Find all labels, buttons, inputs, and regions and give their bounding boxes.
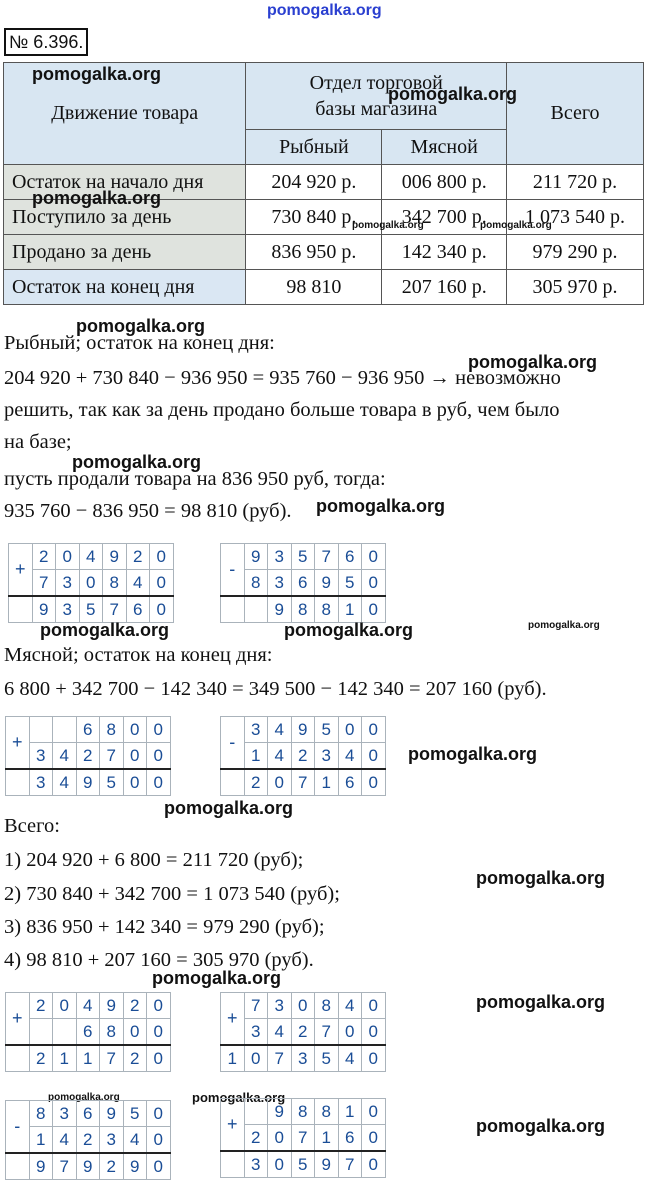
calc-digit: 0: [123, 717, 147, 743]
cell-fish: 836 950 р.: [246, 235, 382, 270]
calc-digit: 2: [244, 769, 268, 796]
calc-row: [6, 1019, 171, 1046]
calc-digit: 0: [362, 769, 386, 796]
column-calc-total-1: [5, 992, 171, 1072]
watermark: pomogalka.org: [316, 496, 446, 516]
calc-digit: 0: [147, 1101, 171, 1127]
calc-digit: 5: [315, 717, 339, 743]
calc-digit: 9: [76, 769, 100, 796]
calc-digit: 0: [150, 570, 174, 597]
calc-digit: 0: [362, 743, 386, 770]
calc-digit: 2: [100, 1153, 124, 1180]
calc-digit: 0: [268, 1151, 292, 1178]
total-step-2: 2) 730 840 + 342 700 = 1 073 540 (руб);: [4, 883, 340, 905]
cell-meat: 342 700 р.: [382, 200, 507, 235]
calc-digit: 9: [244, 544, 268, 570]
column-calc-meat-diff: [220, 716, 386, 796]
calc-digit: 0: [147, 1153, 171, 1180]
calc-row: [6, 1127, 171, 1154]
calc-digit: 3: [268, 570, 292, 597]
calc-row: [6, 717, 171, 743]
calc-digit: 0: [362, 1125, 386, 1152]
total-step-3: 3) 836 950 + 142 340 = 979 290 (руб);: [4, 916, 325, 938]
calc-digit: 0: [147, 717, 171, 743]
header-meat: Мясной: [382, 130, 507, 165]
calc-digit: 0: [362, 1019, 386, 1046]
watermark: pomogalka.org: [48, 1092, 120, 1103]
calc-digit: 5: [315, 1045, 339, 1072]
cell-total: 211 720 р.: [507, 165, 644, 200]
calc-digit: [9, 596, 33, 623]
calc-digit: 0: [147, 743, 171, 770]
watermark: pomogalka.org: [32, 64, 162, 84]
header-department: Отдел торговой базы магазина: [246, 63, 507, 130]
calc-digit: 7: [315, 1019, 339, 1046]
meat-equation: 6 800 + 342 700 − 142 340 = 349 500 − 142 340 = 207 160 (руб).: [4, 678, 547, 700]
cell-total: 1 073 540 р.: [507, 200, 644, 235]
calc-digit: 5: [123, 1101, 147, 1127]
calc-digit: 0: [147, 993, 171, 1019]
calc-digit: 7: [315, 544, 339, 570]
calc-digit: 6: [338, 769, 362, 796]
calc-row: [221, 1045, 386, 1072]
calc-digit: 1: [315, 1125, 339, 1152]
fish-equation-1b: решить, так как за день продано больше товара в руб, чем было: [4, 399, 560, 421]
calc-digit: 0: [362, 544, 386, 570]
calc-digit: 2: [291, 1019, 315, 1046]
calc-digit: 4: [268, 717, 292, 743]
calc-row: [221, 596, 386, 623]
fish-heading: Рыбный; остаток на конец дня:: [4, 332, 275, 354]
calc-digit: 0: [123, 743, 147, 770]
calc-digit: [221, 769, 245, 796]
calc-digit: 0: [291, 993, 315, 1019]
row-label: Продано за день: [4, 235, 246, 270]
calc-digit: 6: [338, 544, 362, 570]
calc-digit: 8: [315, 596, 339, 623]
table-row: [4, 270, 644, 305]
calc-row: [221, 570, 386, 597]
calc-digit: 0: [123, 1019, 147, 1046]
calc-digit: 8: [100, 1019, 124, 1046]
calc-digit: 7: [291, 769, 315, 796]
data-table: [3, 62, 644, 305]
calc-digit: 4: [268, 1019, 292, 1046]
meat-heading: Мясной; остаток на конец дня:: [4, 644, 273, 666]
calc-digit: 2: [32, 544, 56, 570]
watermark: pomogalka.org: [164, 798, 294, 818]
calc-digit: 4: [53, 743, 77, 770]
calc-digit: 9: [123, 1153, 147, 1180]
calc-digit: 6: [76, 1019, 100, 1046]
calc-digit: 4: [338, 993, 362, 1019]
calc-digit: 9: [315, 1151, 339, 1178]
fish-equation-2: 935 760 − 836 950 = 98 810 (руб).: [4, 500, 292, 522]
calc-digit: [6, 769, 30, 796]
row-label: Остаток на начало дня: [4, 165, 246, 200]
total-heading: Всего:: [4, 815, 60, 837]
calc-digit: 3: [268, 993, 292, 1019]
watermark: pomogalka.org: [76, 316, 206, 336]
calc-digit: 4: [338, 743, 362, 770]
calc-digit: 9: [100, 1101, 124, 1127]
row-label: Остаток на конец дня: [4, 270, 246, 305]
calc-digit: 7: [103, 596, 127, 623]
cell-fish: 98 810: [246, 270, 382, 305]
calc-digit: 0: [362, 1151, 386, 1178]
calc-digit: 4: [53, 769, 77, 796]
calc-digit: 2: [76, 743, 100, 770]
calc-digit: 0: [150, 544, 174, 570]
calc-digit: 2: [123, 993, 147, 1019]
watermark: pomogalka.org: [152, 968, 282, 988]
calc-digit: 0: [362, 570, 386, 597]
calc-digit: 9: [29, 1153, 53, 1180]
calc-operator: +: [9, 544, 33, 597]
calc-digit: 0: [362, 596, 386, 623]
calc-digit: 8: [244, 570, 268, 597]
calc-digit: 4: [76, 993, 100, 1019]
calc-digit: 0: [268, 769, 292, 796]
header-fish: Рыбный: [246, 130, 382, 165]
watermark: pomogalka.org: [352, 220, 424, 231]
calc-operator: -: [221, 544, 245, 597]
watermark: pomogalka.org: [388, 84, 518, 104]
watermark: pomogalka.org: [284, 620, 414, 640]
total-step-1: 1) 204 920 + 6 800 = 211 720 (руб);: [4, 849, 304, 871]
calc-row: [221, 743, 386, 770]
calc-digit: 4: [79, 544, 103, 570]
calc-row: [9, 570, 174, 597]
cell-fish: 204 920 р.: [246, 165, 382, 200]
column-calc-fish-diff: [220, 543, 386, 623]
calc-digit: 0: [362, 993, 386, 1019]
calc-digit: 6: [76, 717, 100, 743]
calc-digit: 4: [123, 1127, 147, 1154]
calc-row: [6, 743, 171, 770]
calc-digit: 3: [315, 743, 339, 770]
calc-digit: 1: [221, 1045, 245, 1072]
calc-digit: 4: [268, 743, 292, 770]
calc-digit: 8: [100, 717, 124, 743]
header-total: Всего: [507, 63, 644, 165]
calc-digit: [6, 1153, 30, 1180]
calc-digit: 6: [76, 1101, 100, 1127]
calc-row: [221, 1125, 386, 1152]
calc-digit: 5: [291, 544, 315, 570]
calc-digit: 4: [126, 570, 150, 597]
column-calc-total-4: [220, 1098, 386, 1178]
calc-digit: 8: [103, 570, 127, 597]
calc-row: [6, 993, 171, 1019]
fish-equation-1: 204 920 + 730 840 − 936 950 = 935 760 − 936 950 → невозможно: [4, 367, 561, 389]
calc-digit: 7: [268, 1045, 292, 1072]
calc-row: [221, 769, 386, 796]
calc-digit: 9: [76, 1153, 100, 1180]
calc-digit: 0: [150, 596, 174, 623]
watermark: pomogalka.org: [476, 1116, 606, 1136]
calc-row: [6, 1045, 171, 1072]
calc-digit: 8: [315, 993, 339, 1019]
watermark: pomogalka.org: [480, 220, 552, 231]
watermark: pomogalka.org: [476, 868, 606, 888]
calc-digit: 9: [268, 1099, 292, 1125]
calc-digit: 5: [79, 596, 103, 623]
calc-digit: 9: [291, 717, 315, 743]
watermark: pomogalka.org: [192, 1090, 286, 1105]
calc-digit: 7: [53, 1153, 77, 1180]
calc-digit: 7: [32, 570, 56, 597]
watermark: pomogalka.org: [476, 992, 606, 1012]
column-calc-total-2: [220, 992, 386, 1072]
calc-digit: 6: [338, 1125, 362, 1152]
calc-row: [9, 544, 174, 570]
calc-digit: 3: [56, 570, 80, 597]
calc-digit: 3: [244, 1151, 268, 1178]
calc-row: [6, 1101, 171, 1127]
calc-digit: 0: [338, 717, 362, 743]
calc-digit: 0: [147, 1045, 171, 1072]
cell-meat: 006 800 р.: [382, 165, 507, 200]
calc-digit: [6, 1045, 30, 1072]
watermark: pomogalka.org: [32, 188, 162, 208]
calc-digit: 3: [29, 769, 53, 796]
calc-digit: 2: [244, 1125, 268, 1152]
calc-digit: 1: [53, 1045, 77, 1072]
watermark: pomogalka.org: [408, 744, 538, 764]
calc-digit: 8: [29, 1101, 53, 1127]
header-movement: Движение товара: [4, 63, 246, 165]
cell-fish: 730 840 р.: [246, 200, 382, 235]
column-calc-fish-sum: [8, 543, 174, 623]
calc-digit: 3: [56, 596, 80, 623]
calc-digit: 3: [29, 743, 53, 770]
cell-meat: 207 160 р.: [382, 270, 507, 305]
calc-digit: 8: [291, 1099, 315, 1125]
calc-digit: 1: [338, 1099, 362, 1125]
calc-digit: 3: [100, 1127, 124, 1154]
column-calc-meat-sum: [5, 716, 171, 796]
watermark: pomogalka.org: [72, 452, 202, 472]
calc-digit: 0: [147, 1019, 171, 1046]
watermark: pomogalka.org: [468, 352, 598, 372]
calc-digit: [53, 717, 77, 743]
calc-row: [221, 544, 386, 570]
calc-digit: 2: [76, 1127, 100, 1154]
calc-digit: 9: [32, 596, 56, 623]
calc-digit: 1: [244, 743, 268, 770]
calc-digit: 5: [291, 1151, 315, 1178]
calc-digit: [244, 596, 268, 623]
calc-digit: [221, 596, 245, 623]
cell-meat: 142 340 р.: [382, 235, 507, 270]
calc-operator: +: [221, 1099, 245, 1152]
calc-digit: 7: [100, 743, 124, 770]
calc-digit: [29, 1019, 53, 1046]
calc-digit: 1: [76, 1045, 100, 1072]
calc-digit: 3: [291, 1045, 315, 1072]
calc-digit: 0: [79, 570, 103, 597]
calc-digit: 1: [29, 1127, 53, 1154]
calc-operator: -: [221, 717, 245, 770]
calc-digit: 0: [147, 1127, 171, 1154]
calc-digit: 0: [362, 1045, 386, 1072]
calc-digit: 3: [244, 1019, 268, 1046]
calc-digit: 0: [244, 1045, 268, 1072]
fish-note: пусть продали товара на 836 950 руб, тогда:: [4, 468, 386, 490]
calc-digit: 9: [100, 993, 124, 1019]
calc-digit: 8: [315, 1099, 339, 1125]
calc-digit: 2: [126, 544, 150, 570]
calc-digit: 0: [53, 993, 77, 1019]
calc-operator: +: [6, 993, 30, 1046]
calc-digit: 0: [123, 769, 147, 796]
calc-operator: +: [221, 993, 245, 1046]
watermark: pomogalka.org: [528, 620, 600, 631]
calc-digit: 4: [53, 1127, 77, 1154]
calc-digit: 3: [268, 544, 292, 570]
calc-row: [221, 717, 386, 743]
calc-digit: 9: [103, 544, 127, 570]
calc-row: [6, 769, 171, 796]
calc-digit: 1: [315, 769, 339, 796]
calc-digit: [244, 1099, 268, 1125]
calc-digit: 7: [100, 1045, 124, 1072]
calc-digit: 7: [338, 1151, 362, 1178]
calc-digit: 0: [362, 1099, 386, 1125]
row-label: Поступило за день: [4, 200, 246, 235]
calc-digit: 8: [291, 596, 315, 623]
calc-digit: 5: [100, 769, 124, 796]
watermark-top: pomogalka.org: [267, 2, 382, 19]
calc-operator: -: [6, 1101, 30, 1154]
calc-digit: [53, 1019, 77, 1046]
problem-number: № 6.396.: [4, 28, 88, 56]
calc-digit: 2: [291, 743, 315, 770]
calc-digit: 0: [147, 769, 171, 796]
cell-total: 305 970 р.: [507, 270, 644, 305]
fish-equation-1c: на базе;: [4, 431, 72, 453]
calc-row: [9, 596, 174, 623]
table-row: [4, 235, 644, 270]
calc-digit: 4: [338, 1045, 362, 1072]
calc-operator: +: [6, 717, 30, 770]
calc-digit: [29, 717, 53, 743]
cell-total: 979 290 р.: [507, 235, 644, 270]
calc-digit: 7: [291, 1125, 315, 1152]
calc-digit: 0: [338, 1019, 362, 1046]
calc-digit: 9: [268, 596, 292, 623]
column-calc-total-3: [5, 1100, 171, 1180]
calc-row: [6, 1153, 171, 1180]
calc-digit: 0: [268, 1125, 292, 1152]
calc-digit: 1: [338, 596, 362, 623]
calc-row: [221, 1151, 386, 1178]
calc-row: [221, 1099, 386, 1125]
calc-digit: 0: [362, 717, 386, 743]
total-step-4: 4) 98 810 + 207 160 = 305 970 (руб).: [4, 949, 314, 971]
calc-digit: [221, 1151, 245, 1178]
watermark: pomogalka.org: [40, 620, 170, 640]
calc-digit: 5: [338, 570, 362, 597]
calc-digit: 9: [315, 570, 339, 597]
calc-digit: 6: [126, 596, 150, 623]
calc-digit: 2: [29, 1045, 53, 1072]
calc-digit: 2: [123, 1045, 147, 1072]
calc-row: [221, 1019, 386, 1046]
calc-digit: 3: [53, 1101, 77, 1127]
calc-digit: 6: [291, 570, 315, 597]
calc-digit: 7: [244, 993, 268, 1019]
calc-digit: 2: [29, 993, 53, 1019]
calc-digit: 3: [244, 717, 268, 743]
calc-row: [221, 993, 386, 1019]
calc-digit: 0: [56, 544, 80, 570]
